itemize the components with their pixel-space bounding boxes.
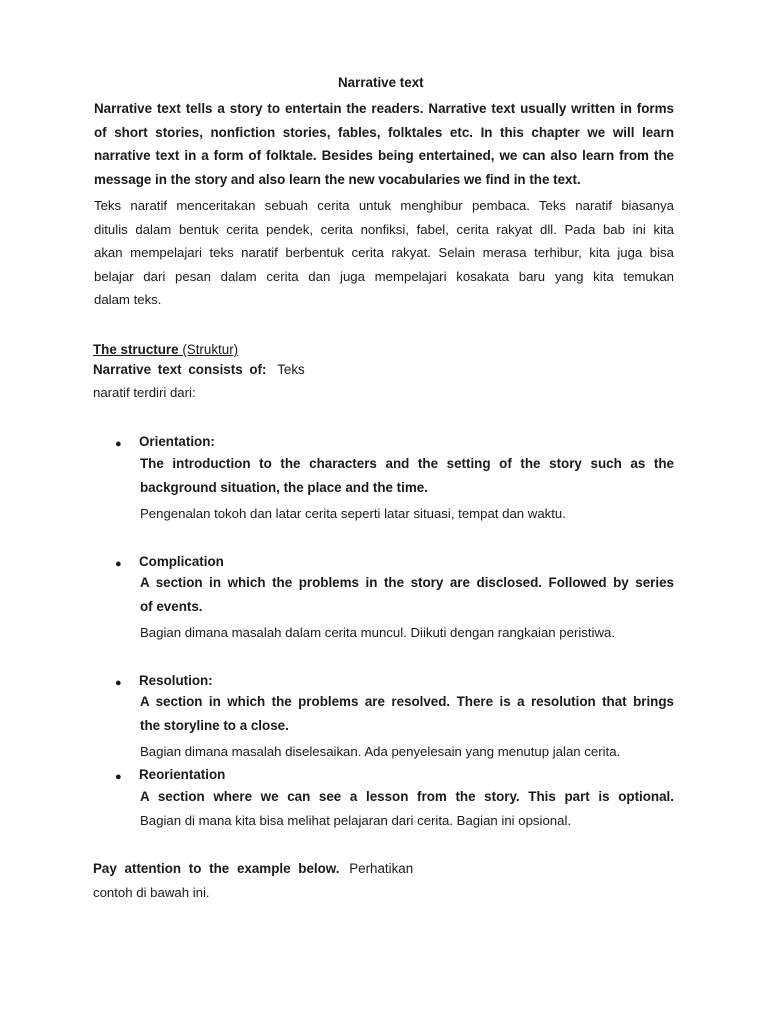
item-complication-english-line: A section in which the problems in the story are disclosed. Followed by series <box>140 575 674 590</box>
item-resolution-english <box>140 690 674 737</box>
item-orientation-english <box>140 452 674 499</box>
intro-indonesian-paragraph <box>94 194 674 312</box>
structure-consists-line <box>93 362 305 377</box>
item-reorientation-english-line: A section where we can see a lesson from the story. This part is optional. <box>140 789 674 804</box>
structure-consists-english: Narrative text consists of: <box>93 362 267 377</box>
item-resolution-english-line: A section in which the problems are resolved. There is a resolution that brings <box>140 694 674 709</box>
item-orientation-name: Orientation: <box>139 434 215 449</box>
item-reorientation-indonesian: Bagian di mana kita bisa melihat pelajaran dari cerita. Bagian ini opsional. <box>140 813 572 828</box>
bullet-icon: ● <box>115 771 122 783</box>
item-complication-english <box>140 571 674 618</box>
example-prompt-indonesian-continued: contoh di bawah ini. <box>93 885 210 900</box>
bullet-icon: ● <box>115 438 122 450</box>
example-prompt-indonesian: Perhatikan <box>349 861 414 876</box>
intro-english-line: narrative text in a form of folktale. Besides being entertained, we can also learn from the <box>94 148 674 163</box>
structure-consists-indonesian: Teks <box>277 362 305 377</box>
document-title: Narrative text <box>338 75 424 90</box>
intro-indonesian-line: ditulis dalam bentuk cerita pendek, cerita nonfiksi, fabel, cerita rakyat dll. Pada bab ini kita <box>94 221 674 237</box>
structure-heading-text: The structure <box>93 342 179 357</box>
bullet-icon: ● <box>115 677 122 689</box>
item-resolution-name: Resolution: <box>139 673 213 688</box>
item-orientation-english-line: The introduction to the characters and the setting of the story such as the <box>140 456 674 471</box>
item-resolution-indonesian: Bagian dimana masalah diselesaikan. Ada penyelesain yang menutup jalan cerita. <box>140 744 621 759</box>
item-orientation-indonesian: Pengenalan tokoh dan latar cerita seperti latar situasi, tempat dan waktu. <box>140 506 566 521</box>
example-prompt-english: Pay attention to the example below. <box>93 861 340 876</box>
intro-indonesian-line: akan mempelajari teks naratif berbentuk cerita rakyat. Selain merasa terhibur, kita juga bisa <box>94 245 674 260</box>
item-resolution-english-line: the storyline to a close. <box>140 717 289 733</box>
intro-indonesian-line: dalam teks. <box>94 292 162 307</box>
structure-consists-indonesian-continued: naratif terdiri dari: <box>93 385 196 400</box>
item-orientation-english-line: background situation, the place and the time. <box>140 479 428 495</box>
intro-indonesian-line: belajar dari pesan dalam cerita dan juga mempelajari kosakata baru yang kita temukan <box>94 268 674 284</box>
intro-english-line: of short stories, nonfiction stories, fables, folktales etc. In this chapter we will learn <box>94 124 674 140</box>
item-complication-name: Complication <box>139 554 224 569</box>
item-reorientation-name: Reorientation <box>139 767 226 782</box>
item-complication-english-line: of events. <box>140 598 203 614</box>
intro-english-paragraph <box>94 97 674 191</box>
bullet-icon: ● <box>115 558 122 570</box>
intro-english-line: Narrative text tells a story to entertain the readers. Narrative text usually written in forms <box>94 101 674 116</box>
example-prompt-line <box>93 861 413 876</box>
intro-english-line: message in the story and also learn the new vocabularies we find in the text. <box>94 171 581 187</box>
item-complication-indonesian: Bagian dimana masalah dalam cerita muncul. Diikuti dengan rangkaian peristiwa. <box>140 625 616 640</box>
structure-heading-translation: (Struktur) <box>182 342 239 357</box>
intro-indonesian-line: Teks naratif menceritakan sebuah cerita untuk menghibur pembaca. Teks naratif biasanya <box>94 198 674 213</box>
item-reorientation-english <box>140 785 674 809</box>
structure-heading <box>93 342 238 357</box>
